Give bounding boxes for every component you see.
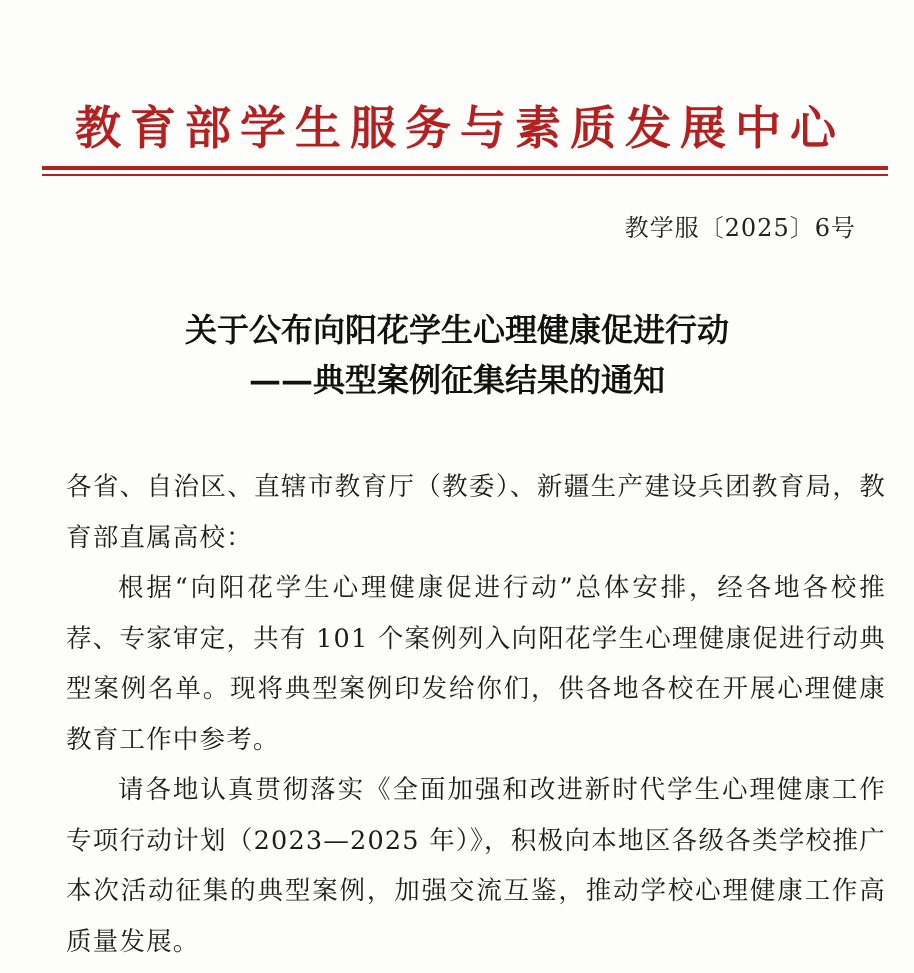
header-red-rule-thick: [42, 166, 888, 170]
document-number: 教学服〔2025〕6号: [624, 214, 856, 242]
body-paragraph-1: 根据“向阳花学生心理健康促进行动”总体安排，经各地各校推荐、专家审定，共有 101 个案例列入向阳花学生心理健康促进行动典型案例名单。现将典型案例印发给你们，供各地各校在开展心理健康教育工作中参考。: [66, 573, 886, 755]
issuing-organization-title: 教育部学生服务与素质发展中心: [75, 101, 845, 155]
salutation: 各省、自治区、直辖市教育厅（教委）、新疆生产建设兵团教育局，教育部直属高校：: [66, 472, 886, 553]
document-body: [66, 462, 886, 967]
document-title-line-2: ——典型案例征集结果的通知: [248, 361, 665, 399]
body-paragraph-2: 请各地认真贯彻落实《全面加强和改进新时代学生心理健康工作专项行动计划（2023—2025 年）》，积极向本地区各级各类学校推广本次活动征集的典型案例，加强交流互鉴，推动学校心理健康工作高质量发展。: [66, 775, 886, 957]
header-red-rule-thin: [42, 174, 888, 176]
document-title-line-1: 关于公布向阳花学生心理健康促进行动: [184, 311, 729, 349]
